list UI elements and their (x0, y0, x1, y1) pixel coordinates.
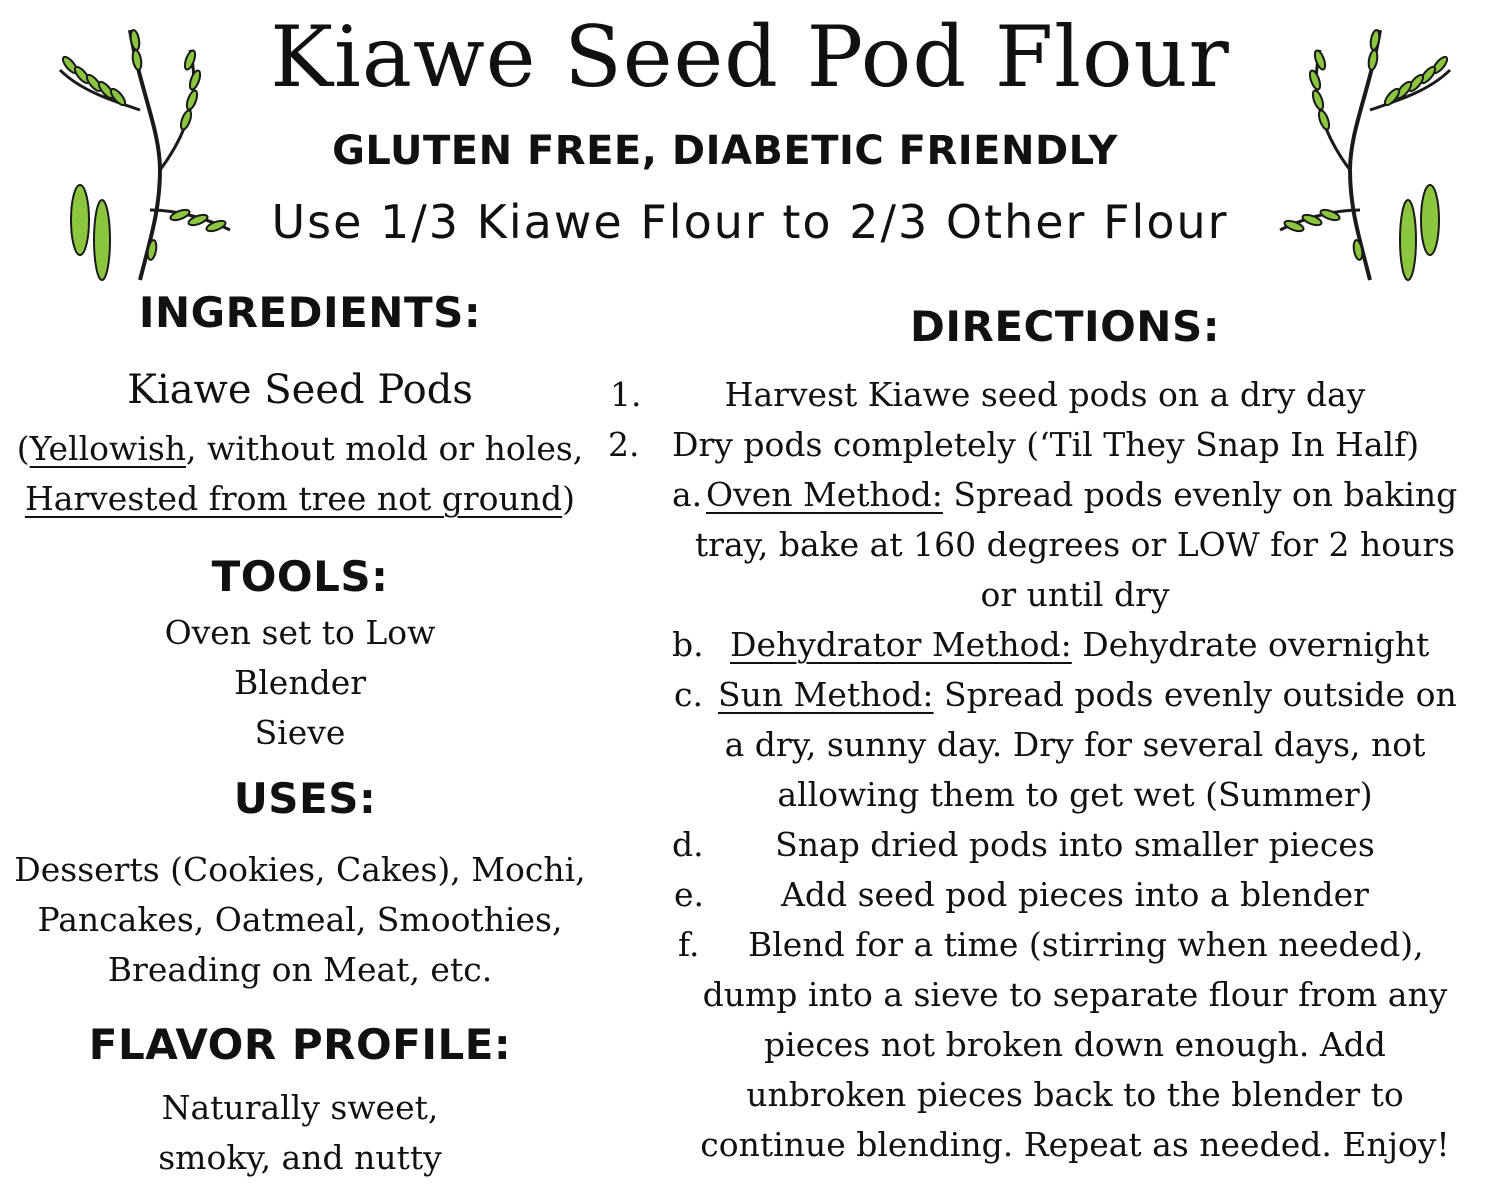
substep-e-text: Add seed pod pieces into a blender (781, 875, 1369, 914)
flour-ratio: Use 1/3 Kiawe Flour to 2/3 Other Flour (271, 195, 1229, 249)
substep-a-line3: or until dry (980, 575, 1170, 614)
uses-line: Breading on Meat, etc. (107, 950, 493, 989)
substep-a-line2: tray, bake at 160 degrees or LOW for 2 hours (694, 525, 1456, 564)
substep-marker: d. (672, 825, 704, 864)
dehydrator-method-label: Dehydrator Method: (730, 625, 1072, 664)
substep-f-line: dump into a sieve to separate flour from any (702, 975, 1448, 1014)
note-rest: , without mold or holes, (186, 429, 584, 468)
substep-f-line: unbroken pieces back to the blender to (746, 1075, 1404, 1114)
substep-marker: a. (672, 475, 703, 514)
sun-method-label: Sun Method: (718, 675, 934, 714)
flavor-text (0, 1083, 600, 1183)
substep-a-line1 (706, 470, 1457, 520)
tools-heading: TOOLS: (211, 552, 389, 601)
oven-method-text: Spread pods evenly on baking (942, 475, 1458, 514)
uses-line: Desserts (Cookies, Cakes), Mochi, (14, 850, 586, 889)
substep-c-line2: a dry, sunny day. Dry for several days, not (724, 725, 1426, 764)
directions-heading: DIRECTIONS: (909, 302, 1221, 351)
substep-d-text: Snap dried pods into smaller pieces (775, 825, 1375, 864)
substep-f-line1: Blend for a time (stirring when needed), (748, 925, 1424, 964)
step-1-text: Harvest Kiawe seed pods on a dry day (724, 375, 1366, 414)
note-yellowish: Yellowish (29, 429, 187, 468)
substep-c-line1 (718, 670, 1457, 720)
tool-item: Blender (233, 663, 367, 702)
substep-b-text (730, 620, 1429, 670)
note-open: ( (16, 429, 30, 468)
ingredients-heading: INGREDIENTS: (138, 288, 482, 337)
dehydrator-method-text: Dehydrate overnight (1071, 625, 1430, 664)
substep-f-line: continue blending. Repeat as needed. Enjoy! (700, 1125, 1450, 1164)
note-harvested: Harvested from tree not ground (24, 479, 563, 518)
flavor-heading: FLAVOR PROFILE: (88, 1020, 512, 1069)
substep-marker: e. (674, 875, 705, 914)
page-title: Kiawe Seed Pod Flour (270, 8, 1230, 106)
substep-f-line: pieces not broken down enough. Add (764, 1025, 1386, 1064)
ingredient-item: Kiawe Seed Pods (127, 367, 473, 413)
sun-method-text: Spread pods evenly outside on (933, 675, 1457, 714)
step-number: 2. (608, 425, 640, 464)
substep-marker: b. (672, 625, 704, 664)
ingredient-note (0, 424, 600, 524)
flavor-line: smoky, and nutty (158, 1138, 442, 1177)
step-2-text: Dry pods completely (‘Til They Snap In Half) (672, 425, 1420, 464)
substep-c-line3: allowing them to get wet (Summer) (777, 775, 1373, 814)
subtitle: GLUTEN FREE, DIABETIC FRIENDLY (332, 128, 1118, 174)
oven-method-label: Oven Method: (706, 475, 943, 514)
tool-item: Oven set to Low (164, 613, 436, 652)
tools-list (0, 608, 600, 758)
uses-text (0, 845, 600, 995)
step-number: 1. (610, 375, 642, 414)
note-close: ) (562, 479, 576, 518)
tool-item: Sieve (254, 713, 346, 752)
flavor-line: Naturally sweet, (161, 1088, 439, 1127)
uses-heading: USES: (233, 774, 377, 823)
uses-line: Pancakes, Oatmeal, Smoothies, (37, 900, 563, 939)
substep-marker: c. (674, 675, 703, 714)
substep-marker: f. (678, 925, 700, 964)
